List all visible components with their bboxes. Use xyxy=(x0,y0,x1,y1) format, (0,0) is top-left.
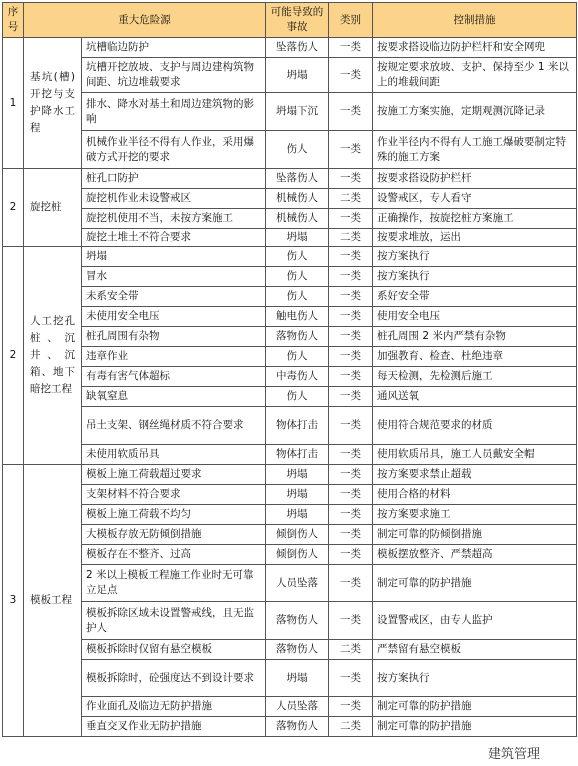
group-name: 人工挖孔桩、沉井、沉箱、地下暗挖工程 xyxy=(24,247,82,465)
measure-cell: 按方案要求禁止超载 xyxy=(373,465,577,485)
accident-cell: 落物伤人 xyxy=(266,602,329,640)
category-cell: 二类 xyxy=(329,189,373,209)
table-row xyxy=(3,131,577,169)
hazard-cell: 模板上施工荷载不均匀 xyxy=(82,505,266,525)
category-cell: 一类 xyxy=(329,287,373,307)
category-cell: 一类 xyxy=(329,485,373,505)
category-cell: 一类 xyxy=(329,209,373,229)
measure-cell: 使用合格的材料 xyxy=(373,485,577,505)
hazard-cell: 桩孔周围有杂物 xyxy=(82,327,266,347)
table-row xyxy=(3,445,577,465)
hazard-cell: 违章作业 xyxy=(82,347,266,367)
hazard-cell: 有毒有害气体超标 xyxy=(82,367,266,387)
hazard-cell: 作业面孔及临边无防护措施 xyxy=(82,697,266,717)
accident-cell: 坍塌 xyxy=(266,485,329,505)
table-row xyxy=(3,387,577,407)
table-row xyxy=(3,327,577,347)
accident-cell: 落物伤人 xyxy=(266,640,329,660)
table-row xyxy=(3,247,577,267)
table-row xyxy=(3,545,577,565)
accident-cell: 触电伤人 xyxy=(266,307,329,327)
hazard-cell: 桩孔口防护 xyxy=(82,169,266,189)
table-row xyxy=(3,209,577,229)
accident-cell: 伤人 xyxy=(266,287,329,307)
header-accident: 可能导致的事故 xyxy=(266,3,329,38)
measure-cell: 按规定要求放坡、支护、保持至少 1 米以上的堆载间距 xyxy=(373,58,577,93)
hazard-cell: 排水、降水对基土和周边建筑物的影响 xyxy=(82,93,266,131)
accident-cell: 伤人 xyxy=(266,131,329,169)
table-row xyxy=(3,660,577,697)
table-row xyxy=(3,307,577,327)
accident-cell: 坍塌下沉 xyxy=(266,93,329,131)
header-measure: 控制措施 xyxy=(373,3,577,38)
measure-cell: 按方案执行 xyxy=(373,267,577,287)
category-cell: 一类 xyxy=(329,247,373,267)
measure-cell: 作业半径内不得有人工施工爆破要制定特殊的施工方案 xyxy=(373,131,577,169)
hazard-cell: 模板上施工荷载超过要求 xyxy=(82,465,266,485)
accident-cell: 坍塌 xyxy=(266,229,329,247)
hazard-cell: 坑槽开挖放坡、支护与周边建构筑物间距、坑边堆载要求 xyxy=(82,58,266,93)
accident-cell: 倾倒伤人 xyxy=(266,525,329,545)
measure-cell: 按方案执行 xyxy=(373,660,577,697)
hazard-cell: 未使用安全电压 xyxy=(82,307,266,327)
category-cell: 一类 xyxy=(329,58,373,93)
hazard-cell: 模板拆除时仅留有悬空模板 xyxy=(82,640,266,660)
table-row xyxy=(3,640,577,660)
table-row xyxy=(3,93,577,131)
measure-cell: 按施工方案实施，定期观测沉降记录 xyxy=(373,93,577,131)
hazard-cell: 旋挖机作业未设警戒区 xyxy=(82,189,266,209)
table-row xyxy=(3,38,577,58)
accident-cell: 人员坠落 xyxy=(266,565,329,602)
group-number: 2 xyxy=(3,169,24,247)
accident-cell: 物体打击 xyxy=(266,445,329,465)
measure-cell: 按方案执行 xyxy=(373,247,577,267)
hazard-cell: 未系安全带 xyxy=(82,287,266,307)
accident-cell: 坍塌 xyxy=(266,465,329,485)
table-body xyxy=(3,38,577,737)
measure-cell: 严禁留有悬空模板 xyxy=(373,640,577,660)
category-cell: 二类 xyxy=(329,640,373,660)
measure-cell: 模板摆放整齐、严禁超高 xyxy=(373,545,577,565)
measure-cell: 每天检测，先检测后施工 xyxy=(373,367,577,387)
measure-cell: 按要求堆放，运出 xyxy=(373,229,577,247)
group-number: 2 xyxy=(3,247,24,465)
category-cell: 一类 xyxy=(329,169,373,189)
table-row xyxy=(3,229,577,247)
group-name: 模板工程 xyxy=(24,465,82,737)
hazard-cell: 支架材料不符合要求 xyxy=(82,485,266,505)
accident-cell: 坍塌 xyxy=(266,660,329,697)
accident-cell: 落物伤人 xyxy=(266,327,329,347)
accident-cell: 坍塌 xyxy=(266,58,329,93)
accident-cell: 倾倒伤人 xyxy=(266,545,329,565)
category-cell: 一类 xyxy=(329,525,373,545)
category-cell: 一类 xyxy=(329,660,373,697)
accident-cell: 伤人 xyxy=(266,267,329,287)
category-cell: 一类 xyxy=(329,697,373,717)
accident-cell: 伤人 xyxy=(266,247,329,267)
table-row xyxy=(3,287,577,307)
category-cell: 一类 xyxy=(329,602,373,640)
table-row xyxy=(3,347,577,367)
measure-cell: 制定可靠的防护措施 xyxy=(373,697,577,717)
hazard-cell: 未使用软质吊具 xyxy=(82,445,266,465)
table-row xyxy=(3,465,577,485)
measure-cell: 使用安全电压 xyxy=(373,307,577,327)
watermark: 建筑管理 xyxy=(488,743,540,762)
table-row xyxy=(3,189,577,209)
category-cell: 一类 xyxy=(329,445,373,465)
category-cell: 一类 xyxy=(329,93,373,131)
measure-cell: 正确操作，按旋挖桩方案施工 xyxy=(373,209,577,229)
category-cell: 一类 xyxy=(329,307,373,327)
accident-cell: 机械伤人 xyxy=(266,189,329,209)
table-row xyxy=(3,565,577,602)
measure-cell: 系好安全带 xyxy=(373,287,577,307)
category-cell: 一类 xyxy=(329,327,373,347)
category-cell: 一类 xyxy=(329,267,373,287)
hazard-cell: 模板拆除时，砼强度达不到设计要求 xyxy=(82,660,266,697)
hazard-cell: 大模板存放无防倾倒措施 xyxy=(82,525,266,545)
table-row xyxy=(3,58,577,93)
group-name: 旋挖桩 xyxy=(24,169,82,247)
table-row xyxy=(3,602,577,640)
measure-cell: 按方案要求施工 xyxy=(373,505,577,525)
category-cell: 二类 xyxy=(329,717,373,737)
category-cell: 二类 xyxy=(329,229,373,247)
header-category: 类别 xyxy=(329,3,373,38)
category-cell: 一类 xyxy=(329,565,373,602)
accident-cell: 中毒伤人 xyxy=(266,367,329,387)
measure-cell: 设置警戒区，由专人监护 xyxy=(373,602,577,640)
measure-cell: 按要求搭设防护栏杆 xyxy=(373,169,577,189)
hazard-cell: 模板拆除区域未设置警戒线，且无监护人 xyxy=(82,602,266,640)
header-no: 序号 xyxy=(3,3,24,38)
table-row xyxy=(3,267,577,287)
hazard-cell: 机械作业半径不得有人作业，采用爆破方式开挖的要求 xyxy=(82,131,266,169)
hazard-cell: 坍塌 xyxy=(82,247,266,267)
category-cell: 一类 xyxy=(329,505,373,525)
group-number: 3 xyxy=(3,465,24,737)
category-cell: 一类 xyxy=(329,407,373,445)
category-cell: 一类 xyxy=(329,545,373,565)
header-hazard: 重大危险源 xyxy=(24,3,266,38)
measure-cell: 加强教育、检查、杜绝违章 xyxy=(373,347,577,367)
category-cell: 一类 xyxy=(329,347,373,367)
hazard-cell: 2 米以上模板工程施工作业时无可靠立足点 xyxy=(82,565,266,602)
category-cell: 一类 xyxy=(329,131,373,169)
group-name: 基坑(槽)开挖与支护降水工程 xyxy=(24,38,82,169)
hazard-cell: 吊土支架、钢丝绳材质不符合要求 xyxy=(82,407,266,445)
table-row xyxy=(3,505,577,525)
hazard-cell: 模板存在不整齐、过高 xyxy=(82,545,266,565)
group-number: 1 xyxy=(3,38,24,169)
table-row xyxy=(3,717,577,737)
measure-cell: 使用符合规范要求的材质 xyxy=(373,407,577,445)
measure-cell: 制定可靠的防护措施 xyxy=(373,565,577,602)
category-cell: 一类 xyxy=(329,367,373,387)
accident-cell: 坠落伤人 xyxy=(266,169,329,189)
table-row xyxy=(3,485,577,505)
accident-cell: 人员坠落 xyxy=(266,697,329,717)
category-cell: 一类 xyxy=(329,38,373,58)
category-cell: 一类 xyxy=(329,465,373,485)
measure-cell: 使用软质吊具，施工人员戴安全帽 xyxy=(373,445,577,465)
hazard-cell: 冒水 xyxy=(82,267,266,287)
category-cell: 一类 xyxy=(329,387,373,407)
table-row xyxy=(3,169,577,189)
hazard-cell: 垂直交叉作业无防护措施 xyxy=(82,717,266,737)
accident-cell: 坍塌 xyxy=(266,505,329,525)
measure-cell: 按要求搭设临边防护栏杆和安全网兜 xyxy=(373,38,577,58)
hazard-table xyxy=(2,2,577,737)
accident-cell: 机械伤人 xyxy=(266,209,329,229)
header-row xyxy=(3,3,577,38)
measure-cell: 制定可靠的防护措施 xyxy=(373,717,577,737)
accident-cell: 物体打击 xyxy=(266,407,329,445)
accident-cell: 伤人 xyxy=(266,347,329,367)
measure-cell: 通风送氧 xyxy=(373,387,577,407)
hazard-cell: 缺氧窒息 xyxy=(82,387,266,407)
hazard-cell: 旋挖机使用不当，未按方案施工 xyxy=(82,209,266,229)
accident-cell: 落物伤人 xyxy=(266,717,329,737)
accident-cell: 伤人 xyxy=(266,387,329,407)
measure-cell: 桩孔周围 2 米内严禁有杂物 xyxy=(373,327,577,347)
table-row xyxy=(3,525,577,545)
accident-cell: 坠落伤人 xyxy=(266,38,329,58)
table-row xyxy=(3,407,577,445)
table-row xyxy=(3,697,577,717)
table-row xyxy=(3,367,577,387)
measure-cell: 设警戒区，专人看守 xyxy=(373,189,577,209)
hazard-cell: 坑槽临边防护 xyxy=(82,38,266,58)
measure-cell: 制定可靠的防倾倒措施 xyxy=(373,525,577,545)
hazard-cell: 旋挖土堆土不符合要求 xyxy=(82,229,266,247)
